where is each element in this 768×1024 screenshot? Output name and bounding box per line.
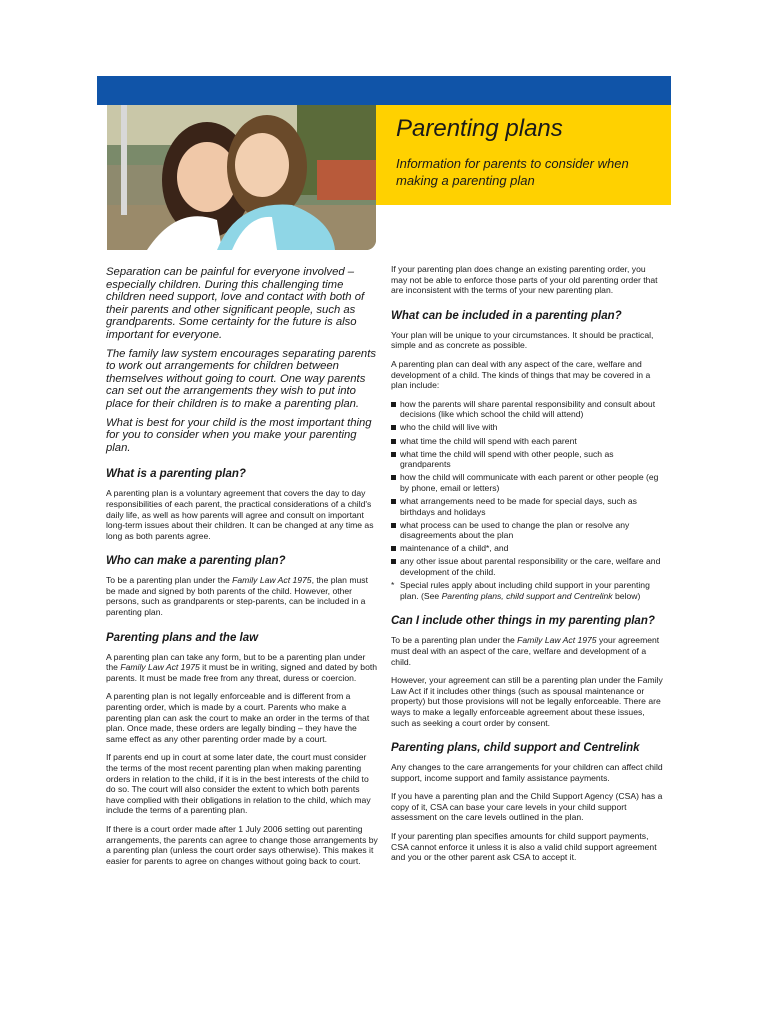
footnote: * Special rules apply about including child support in your parenting plan. (See Parenting plans, child support and Centrelink below) bbox=[391, 580, 650, 601]
left-column bbox=[106, 266, 378, 874]
intro-paragraph: Separation can be painful for everyone involved – especially children. During this challenging time children need support, love and contact with both of their parents and other significant people, such as grandparents. Some certainty for the future is also important for everyone. bbox=[106, 266, 365, 341]
section-heading: What can be included in a parenting plan? bbox=[391, 309, 622, 322]
list-item: what time the child will spend with each parent bbox=[391, 436, 663, 447]
list-item: any other issue about parental responsibility or the care, welfare and development of the child. bbox=[391, 556, 663, 577]
right-column bbox=[391, 264, 663, 871]
section-heading: Who can make a parenting plan? bbox=[106, 555, 286, 568]
body-paragraph: Any changes to the care arrangements for your children can affect child support, income support and family assistance payments. bbox=[391, 762, 663, 783]
children-photo bbox=[107, 105, 376, 250]
bullet-square-icon bbox=[391, 402, 396, 407]
header-blue-band bbox=[97, 76, 671, 105]
body-paragraph: To be a parenting plan under the Family Law Act 1975 your agreement must deal with an aspect of the care, welfare and development of a child. bbox=[391, 635, 660, 667]
body-paragraph: Your plan will be unique to your circumstances. It should be practical, simple and as concrete as possible. bbox=[391, 329, 654, 351]
intro-paragraph: What is best for your child is the most important thing for you to consider when you make your parenting plan. bbox=[106, 416, 372, 454]
bullet-square-icon bbox=[391, 499, 396, 504]
asterisk: * bbox=[391, 580, 395, 591]
list-item: what process can be used to change the plan or resolve any disagreements about the plan bbox=[391, 520, 663, 541]
act-name: Family Law Act 1975 bbox=[120, 662, 200, 673]
body-paragraph: A parenting plan is not legally enforceable and is different from a parenting order, which is made by a court. Parents who make a parenting plan can ask the court to make an order in the terms of that plan. Once made, these orders are legally binding – they have the same effect as any other parenting order made by a court. bbox=[106, 691, 370, 744]
body-paragraph: A parenting plan is a voluntary agreement that covers the day to day responsibilities of each parent, the practical considerations of a child's daily life, as well as how parents will agree and consult on important long-term issues about their children. It can be changed at any time as long as both parents agree. bbox=[106, 488, 374, 541]
included-list bbox=[391, 399, 663, 578]
bullet-square-icon bbox=[391, 439, 396, 444]
cross-reference: Parenting plans, child support and Centrelink bbox=[441, 590, 613, 601]
act-name: Family Law Act 1975 bbox=[232, 575, 312, 586]
bullet-square-icon bbox=[391, 523, 396, 528]
page-title: Parenting plans bbox=[396, 115, 563, 142]
act-name: Family Law Act 1975 bbox=[517, 635, 597, 646]
body-paragraph: If your parenting plan does change an existing parenting order, you may not be able to enforce those parts of your old parenting order that are inconsistent with the terms of your new parenting plan. bbox=[391, 264, 658, 296]
section-heading: Parenting plans, child support and Centrelink bbox=[391, 742, 640, 755]
list-item: what arrangements need to be made for special days, such as birthdays and holidays bbox=[391, 496, 663, 517]
intro-paragraph: The family law system encourages separating parents to work out arrangements for children between themselves without going to court. One way parents can set out the arrangements they wish to put into place for their children is to make a parenting plan. bbox=[106, 347, 376, 410]
body-paragraph: If you have a parenting plan and the Child Support Agency (CSA) has a copy of it, CSA can base your care levels in your child support assessment on the care levels outlined in the plan. bbox=[391, 791, 663, 823]
body-paragraph: A parenting plan can take any form, but to be a parenting plan under the Family Law Act 1975 it must be in writing, signed and dated by both parents. It must be made free from any threat, duress or coercion. bbox=[106, 651, 378, 683]
bullet-square-icon bbox=[391, 559, 396, 564]
body-paragraph: A parenting plan can deal with any aspect of the care, welfare and development of a child. The kinds of things that may be covered in a plan include: bbox=[391, 358, 651, 391]
section-heading: Parenting plans and the law bbox=[106, 631, 259, 644]
bullet-square-icon bbox=[391, 475, 396, 480]
body-paragraph: If your parenting plan specifies amounts for child support payments, CSA cannot enforce it unless it is also a valid child support agreement and you or the other parent ask CSA to accept it. bbox=[391, 831, 657, 863]
body-paragraph: To be a parenting plan under the Family Law Act 1975, the plan must be made and signed by both parents of the child. However, other persons, such as grandparents or step-parents, can be included in a parenting plan. bbox=[106, 575, 368, 618]
list-item: how the parents will share parental responsibility and consult about decisions (like which school the child will attend) bbox=[391, 399, 663, 420]
section-heading: Can I include other things in my parenting plan? bbox=[391, 615, 655, 628]
page-subtitle: Information for parents to consider when making a parenting plan bbox=[396, 156, 629, 188]
body-paragraph: If there is a court order made after 1 July 2006 setting out parenting arrangements, the parents can agree to change those arrangements by a parenting plan (unless the court order says otherwise). This makes it easier for parents to agree on changes without going back to court. bbox=[106, 823, 378, 866]
bullet-square-icon bbox=[391, 546, 396, 551]
section-heading: What is a parenting plan? bbox=[106, 468, 246, 481]
bullet-square-icon bbox=[391, 452, 396, 457]
body-paragraph: However, your agreement can still be a parenting plan under the Family Law Act if it includes other things (such as spousal maintenance or property) but those provisions will not be legally enforceable. There are ways to make a legally enforceable agreement about these issues, such as seeking a court order by consent. bbox=[391, 675, 663, 728]
list-item: who the child will live with bbox=[391, 422, 663, 433]
list-item: what time the child will spend with other people, such as grandparents bbox=[391, 449, 663, 470]
list-item: how the child will communicate with each parent or other people (eg by phone, email or letters) bbox=[391, 472, 663, 493]
list-item: maintenance of a child*, and bbox=[391, 543, 663, 554]
body-paragraph: If parents end up in court at some later date, the court must consider the terms of the most recent parenting plan when making parenting orders in relation to the child, if it is in the best interests of the child to do so. The court will also consider the extent to which both parents have complied with their obligations in relation to the child, which may include the terms of a parenting plan. bbox=[106, 752, 371, 816]
bullet-square-icon bbox=[391, 425, 396, 430]
